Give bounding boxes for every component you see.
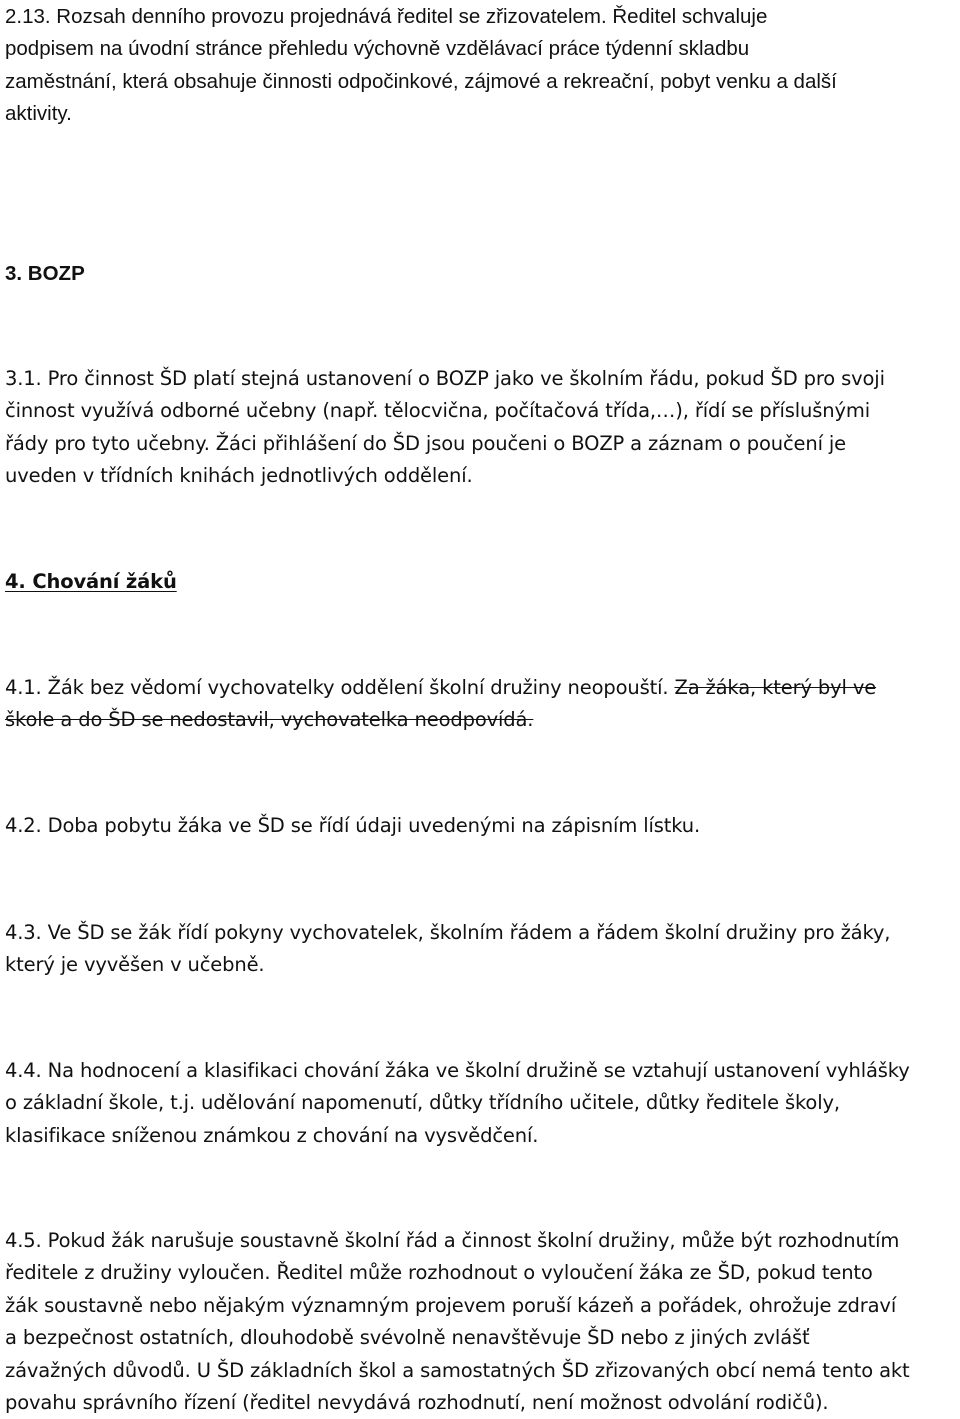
text-line: ředitele z družiny vyloučen. Ředitel může rozhodnout o vyloučení žáka ze ŠD, pokud tento [5,1261,873,1285]
paragraph-4-3 [5,917,957,982]
text-line: aktivity. [5,102,72,126]
text-line: uveden v třídních knihách jednotlivých oddělení. [5,464,473,488]
paragraph-4-5 [5,1225,957,1419]
struck-text-line: škole a do ŠD se nedostavil, vychovatelka neodpovídá. [5,708,534,732]
text-line: 4.3. Ve ŠD se žák řídí pokyny vychovatelek, školním řádem a řádem školní družiny pro žáky, [5,921,891,944]
text-line [5,672,957,704]
text-line: 3.1. Pro činnost ŠD platí stejná ustanovení o BOZP jako ve školním řádu, pokud ŠD pro svoji [5,367,885,390]
heading-chovani-zaku: 4. Chování žáků [5,570,177,593]
text-line: a bezpečnost ostatních, dlouhodobě svévolně nenavštěvuje ŠD nebo z jiných zvlášť [5,1326,810,1350]
text-line: klasifikace sníženou známkou z chování na vysvědčení. [5,1123,539,1147]
paragraph-4-1 [5,672,957,737]
text-line: podpisem na úvodní stránce přehledu výchovně vzdělávací práce týdenní skladbu [5,37,750,61]
paragraph-3-1 [5,363,957,493]
text-line: činnost využívá odborné učebny (např. tělocvična, počítačová třída,…), řídí se příslušnými [5,399,870,423]
text-line: řády pro tyto učebny. Žáci přihlášení do ŠD jsou poučeni o BOZP a záznam o poučení je [5,431,847,455]
text-line: 4.2. Doba pobytu žáka ve ŠD se řídí údaji uvedenými na zápisním lístku. [5,814,701,837]
text-line: povahu správního řízení (ředitel nevydává rozhodnutí, není možnost odvolání rodičů). [5,1390,829,1414]
text-line: žák soustavně nebo nějakým významným projevem poruší kázeň a pořádek, ohrožuje zdraví [5,1293,897,1317]
text-line: který je vyvěšen v učebně. [5,953,265,977]
struck-text: Za žáka, který byl ve [674,676,877,699]
heading-bozp: 3. BOZP [5,262,85,285]
paragraph-4-4 [5,1055,957,1152]
paragraph-4-2 [5,810,957,842]
paragraph-2-13 [5,1,957,131]
text-line: 4.5. Pokud žák narušuje soustavně školní řád a činnost školní družiny, může být rozhodnutím [5,1229,900,1252]
text-line: 4.4. Na hodnocení a klasifikaci chování žáka ve školní družině se vztahují ustanovení vyhlášky [5,1059,910,1082]
rule-text: 4.1. Žák bez vědomí vychovatelky oddělení školní družiny neopouští. [5,676,675,699]
text-line: zaměstnání, která obsahuje činnosti odpočinkové, zájmové a rekreační, pobyt venku a další [5,69,837,93]
text-line: závažných důvodů. U ŠD základních škol a samostatných ŠD zřizovaných obcí nemá tento akt [5,1358,910,1382]
text-line: o základní škole, t.j. udělování napomenutí, důtky třídního učitele, důtky ředitele školy, [5,1091,840,1115]
text-line: 2.13. Rozsah denního provozu projednává ředitel se zřizovatelem. Ředitel schvaluje [5,5,768,28]
